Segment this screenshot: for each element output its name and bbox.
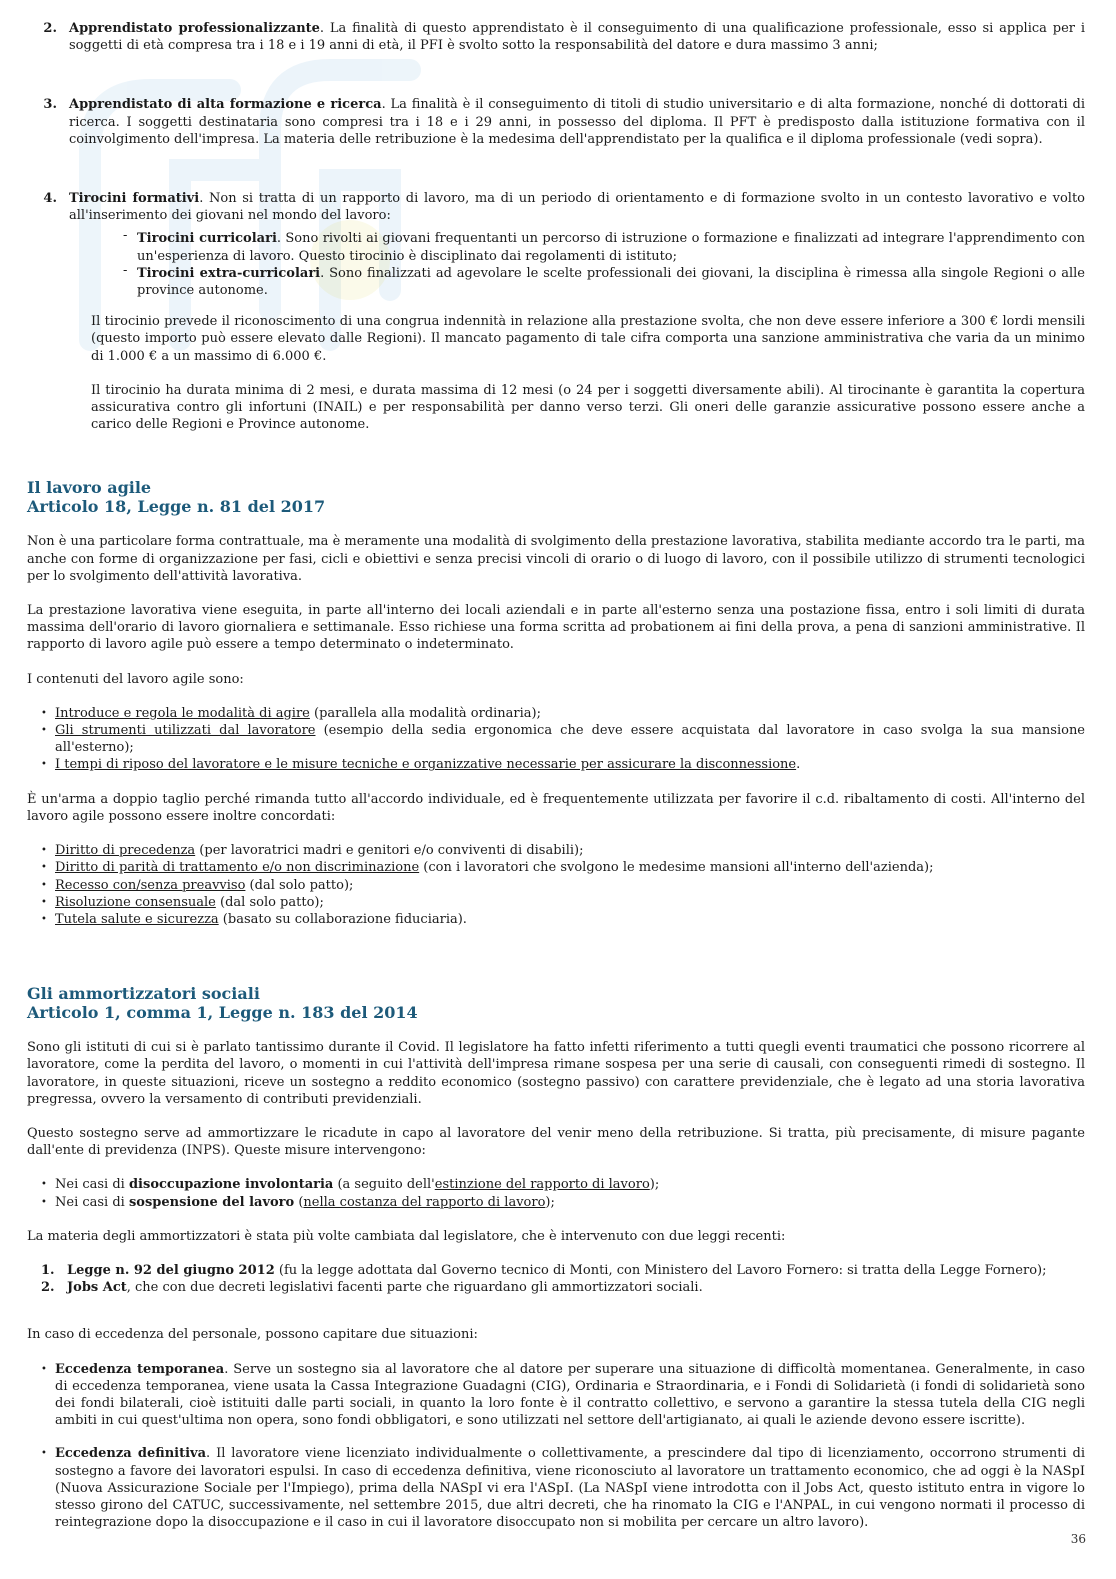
section-subtitle: Articolo 1, comma 1, Legge n. 183 del 2014 <box>27 1003 418 1023</box>
list-item: • Tutela salute e sicurezza (basato su collaborazione fiduciaria). <box>55 911 1085 928</box>
paragraph: La prestazione lavorativa viene eseguita, in parte all'interno dei locali aziendali e in parte all'esterno senza una postazione fissa, entro i soli limiti di durata massima dell'orario di lavoro giornaliera e settimanale. Esso richiese una forma scritta ad probationem ai fini della prova, a pena di sanzioni amministrative. Il rapporto di lavoro agile può essere a tempo determinato o indeterminato. <box>27 603 1085 653</box>
item-number: 3. <box>43 97 57 113</box>
section-title: Il lavoro agile <box>27 478 152 498</box>
numbered-item <box>27 190 1085 224</box>
list-item: • Recesso con/senza preavviso (dal solo patto); <box>55 877 1085 894</box>
list-item: • Nei casi di disoccupazione involontaria (a seguito dell'estinzione del rapporto di lavoro); <box>55 1176 1085 1193</box>
list-item: - Tirocini extra-curricolari. Sono finalizzati ad agevolare le scelte professionali dei giovani, la disciplina è rimessa alla singole Regioni o alle province autonome. <box>137 265 1085 299</box>
document-body <box>27 20 1085 1548</box>
list-item: • Gli strumenti utilizzati dal lavoratore (esempio della sedia ergonomica che deve essere acquistata dal lavoratore in caso svolga la sua mansione all'esterno); <box>55 722 1085 756</box>
numbered-item <box>27 20 1085 54</box>
item-text: Apprendistato professionalizzante. La finalità di questo apprendistato è il conseguimento di una qualificazione professionale, esso si applica per i soggetti di età compresa tra i 18 e i 19 anni di età, il PFI è svolto sotto la responsabilità del datore e dura massimo 3 anni; <box>69 21 1085 54</box>
bullet-list <box>27 1361 1085 1532</box>
page-number: 36 <box>1070 1532 1086 1546</box>
paragraph: In caso di eccedenza del personale, possono capitare due situazioni: <box>27 1327 478 1343</box>
paragraph: Sono gli istituti di cui si è parlato tantissimo durante il Covid. Il legislatore ha fatto infetti riferimento a tutti quegli eventi traumatici che possono ricorrere al lavoratore, come la perdita del lavoro, o momenti in cui l'attività dell'impresa rimane sospesa per una serie di causali, con conseguenti rimedi di sostegno. Il lavoratore, in queste situazioni, riceve un sostegno a reddito economico (sostegno passivo) con carattere previdenziale, che è legato ad una storia lavorativa pregressa, ovvero la versamento di contributi previdenziali. <box>27 1040 1085 1107</box>
item-number: 2. <box>43 21 57 36</box>
list-item: • Risoluzione consensuale (dal solo patto); <box>55 894 1085 911</box>
list-item: • I tempi di riposo del lavoratore e le misure tecniche e organizzative necessarie per assicurare la disconnessione. <box>55 756 1085 773</box>
list-item: • Diritto di parità di trattamento e/o non discriminazione (con i lavoratori che svolgono le medesime mansioni all'interno dell'azienda); <box>55 859 1085 876</box>
list-item: • Introduce e regola le modalità di agire (parallela alla modalità ordinaria); <box>55 705 1085 722</box>
list-item: • Eccedenza temporanea. Serve un sostegno sia al lavoratore che al datore per superare una situazione di difficoltà momentanea. Generalmente, in caso di eccedenza temporanea, viene usata la Cassa Integrazione Guadagni (CIG), Ordinaria e Straordinaria, e i Fondi di Solidarietà (i fondi di solidarietà sono dei fondi bilaterali, cioè istituiti dalle parti sociali, in quanto la loro fonte è il contratto collettivo, e servono a garantire la stessa tutela della CIG negli ambiti in cui quest'ultima non opera, sono fondi obbligatori, e sono utilizzati nel settore dell'artigianato, ai quali le aziende devono essere iscritte). <box>55 1361 1085 1430</box>
paragraph: Non è una particolare forma contrattuale, ma è meramente una modalità di svolgimento della prestazione lavorativa, stabilita mediante accordo tra le parti, ma anche con forme di organizzazione per fasi, cicli e obiettivi e senza precisi vincoli di orario o di luogo di lavoro, con il possibile utilizzo di strumenti tecnologici per lo svolgimento dell'attività lavorativa. <box>27 534 1085 584</box>
paragraph: È un'arma a doppio taglio perché rimanda tutto all'accordo individuale, ed è frequentemente utilizzata per favorire il c.d. ribaltamento di costi. All'interno del lavoro agile possono essere inoltre concordati: <box>27 791 1085 824</box>
list-item: 1. Legge n. 92 del giugno 2012 (fu la legge adottata dal Governo tecnico di Monti, con Ministero del Lavoro Fornero: si tratta della Legge Fornero); <box>41 1262 1047 1278</box>
list-item: • Diritto di precedenza (per lavoratrici madri e genitori e/o conviventi di disabili); <box>55 842 1085 859</box>
section-heading <box>27 478 1085 516</box>
bullet-list <box>27 1176 1085 1210</box>
list-item: • Nei casi di sospensione del lavoro (nella costanza del rapporto di lavoro); <box>55 1194 1085 1211</box>
paragraph: Il tirocinio prevede il riconoscimento di una congrua indennità in relazione alla prestazione svolta, che non deve essere inferiore a 300 € lordi mensili (questo importo può essere elevato dalle Regioni). Il mancato pagamento di tale cifra comporta una sanzione amministrativa che varia da un minimo di 1.000 € a un massimo di 6.000 €. <box>91 314 1085 364</box>
section-title: Gli ammortizzatori sociali <box>27 984 260 1004</box>
list-item: 2. Jobs Act, che con due decreti legislativi facenti parte che riguardano gli ammortizzatori sociali. <box>41 1280 703 1296</box>
section-subtitle: Articolo 18, Legge n. 81 del 2017 <box>27 497 326 517</box>
bullet-list <box>27 705 1085 774</box>
item-text: Apprendistato di alta formazione e ricerca. La finalità è il conseguimento di titoli di studio universitario e di alta formazione, nonché di dottorati di ricerca. I soggetti destinataria sono compresi tra i 18 e i 29 anni, in possesso del diploma. Il PFT è predisposto dalla istituzione formativa con il coinvolgimento dell'impresa. La materia delle retribuzione è la medesima dell'apprendistato per la qualifica e il diploma professionale (vedi sopra). <box>69 97 1085 147</box>
paragraph: I contenuti del lavoro agile sono: <box>27 671 244 687</box>
section-heading <box>27 984 1085 1022</box>
item-text: Tirocini formativi. Non si tratta di un rapporto di lavoro, ma di un periodo di orientamento e di formazione svolto in un contesto lavorativo e volto all'inserimento dei giovani nel mondo del lavoro: <box>69 191 1085 224</box>
laws-list <box>27 1262 1085 1296</box>
list-item: • Eccedenza definitiva. Il lavoratore viene licenziato individualmente o collettivamente, a prescindere dal tipo di licenziamento, occorrono strumenti di sostegno a favore dei lavoratori espulsi. In caso di eccedenza definitiva, viene riconosciuto al lavoratore un trattamento economico, che ad oggi è la NASpI (Nuova Assicurazione Sociale per l'Impiego), prima della NASpI vi era l'ASpI. (La NASpI viene introdotta con il Jobs Act, questo istituto entra in vigore lo stesso girono del CATUC, successivamente, nel settembre 2015, due altri decreti, che ha rinomato la CIG e l'ANPAL, in cui vengono normati il processo di reintegrazione dopo la disoccupazione e il caso in cui il lavoratore disoccupato non si mobilita per cercare un altro lavoro). <box>55 1445 1085 1531</box>
item-number: 4. <box>43 191 57 207</box>
paragraph: Il tirocinio ha durata minima di 2 mesi, e durata massima di 12 mesi (o 24 per i soggetti diversamente abili). Al tirocinante è garantita la copertura assicurativa contro gli infortuni (INAIL) e per responsabilità per danno verso terzi. Gli oneri delle garanzie assicurative possono essere anche a carico delle Regioni e Province autonome. <box>91 382 1085 433</box>
tirocini-list <box>27 230 1085 299</box>
paragraph: La materia degli ammortizzatori è stata più volte cambiata dal legislatore, che è intervenuto con due leggi recenti: <box>27 1228 786 1244</box>
numbered-item <box>27 96 1085 148</box>
bullet-list <box>27 842 1085 928</box>
list-item: - Tirocini curricolari. Sono rivolti ai giovani frequentanti un percorso di istruzione o formazione e finalizzati ad integrare l'apprendimento con un'esperienza di lavoro. Questo tirocinio è disciplinato dai regolamenti di istituto; <box>137 230 1085 264</box>
paragraph: Questo sostegno serve ad ammortizzare le ricadute in capo al lavoratore del venir meno della retribuzione. Si tratta, più precisamente, di misure pagante dall'ente di previdenza (INPS). Queste misure intervengono: <box>27 1125 1085 1159</box>
